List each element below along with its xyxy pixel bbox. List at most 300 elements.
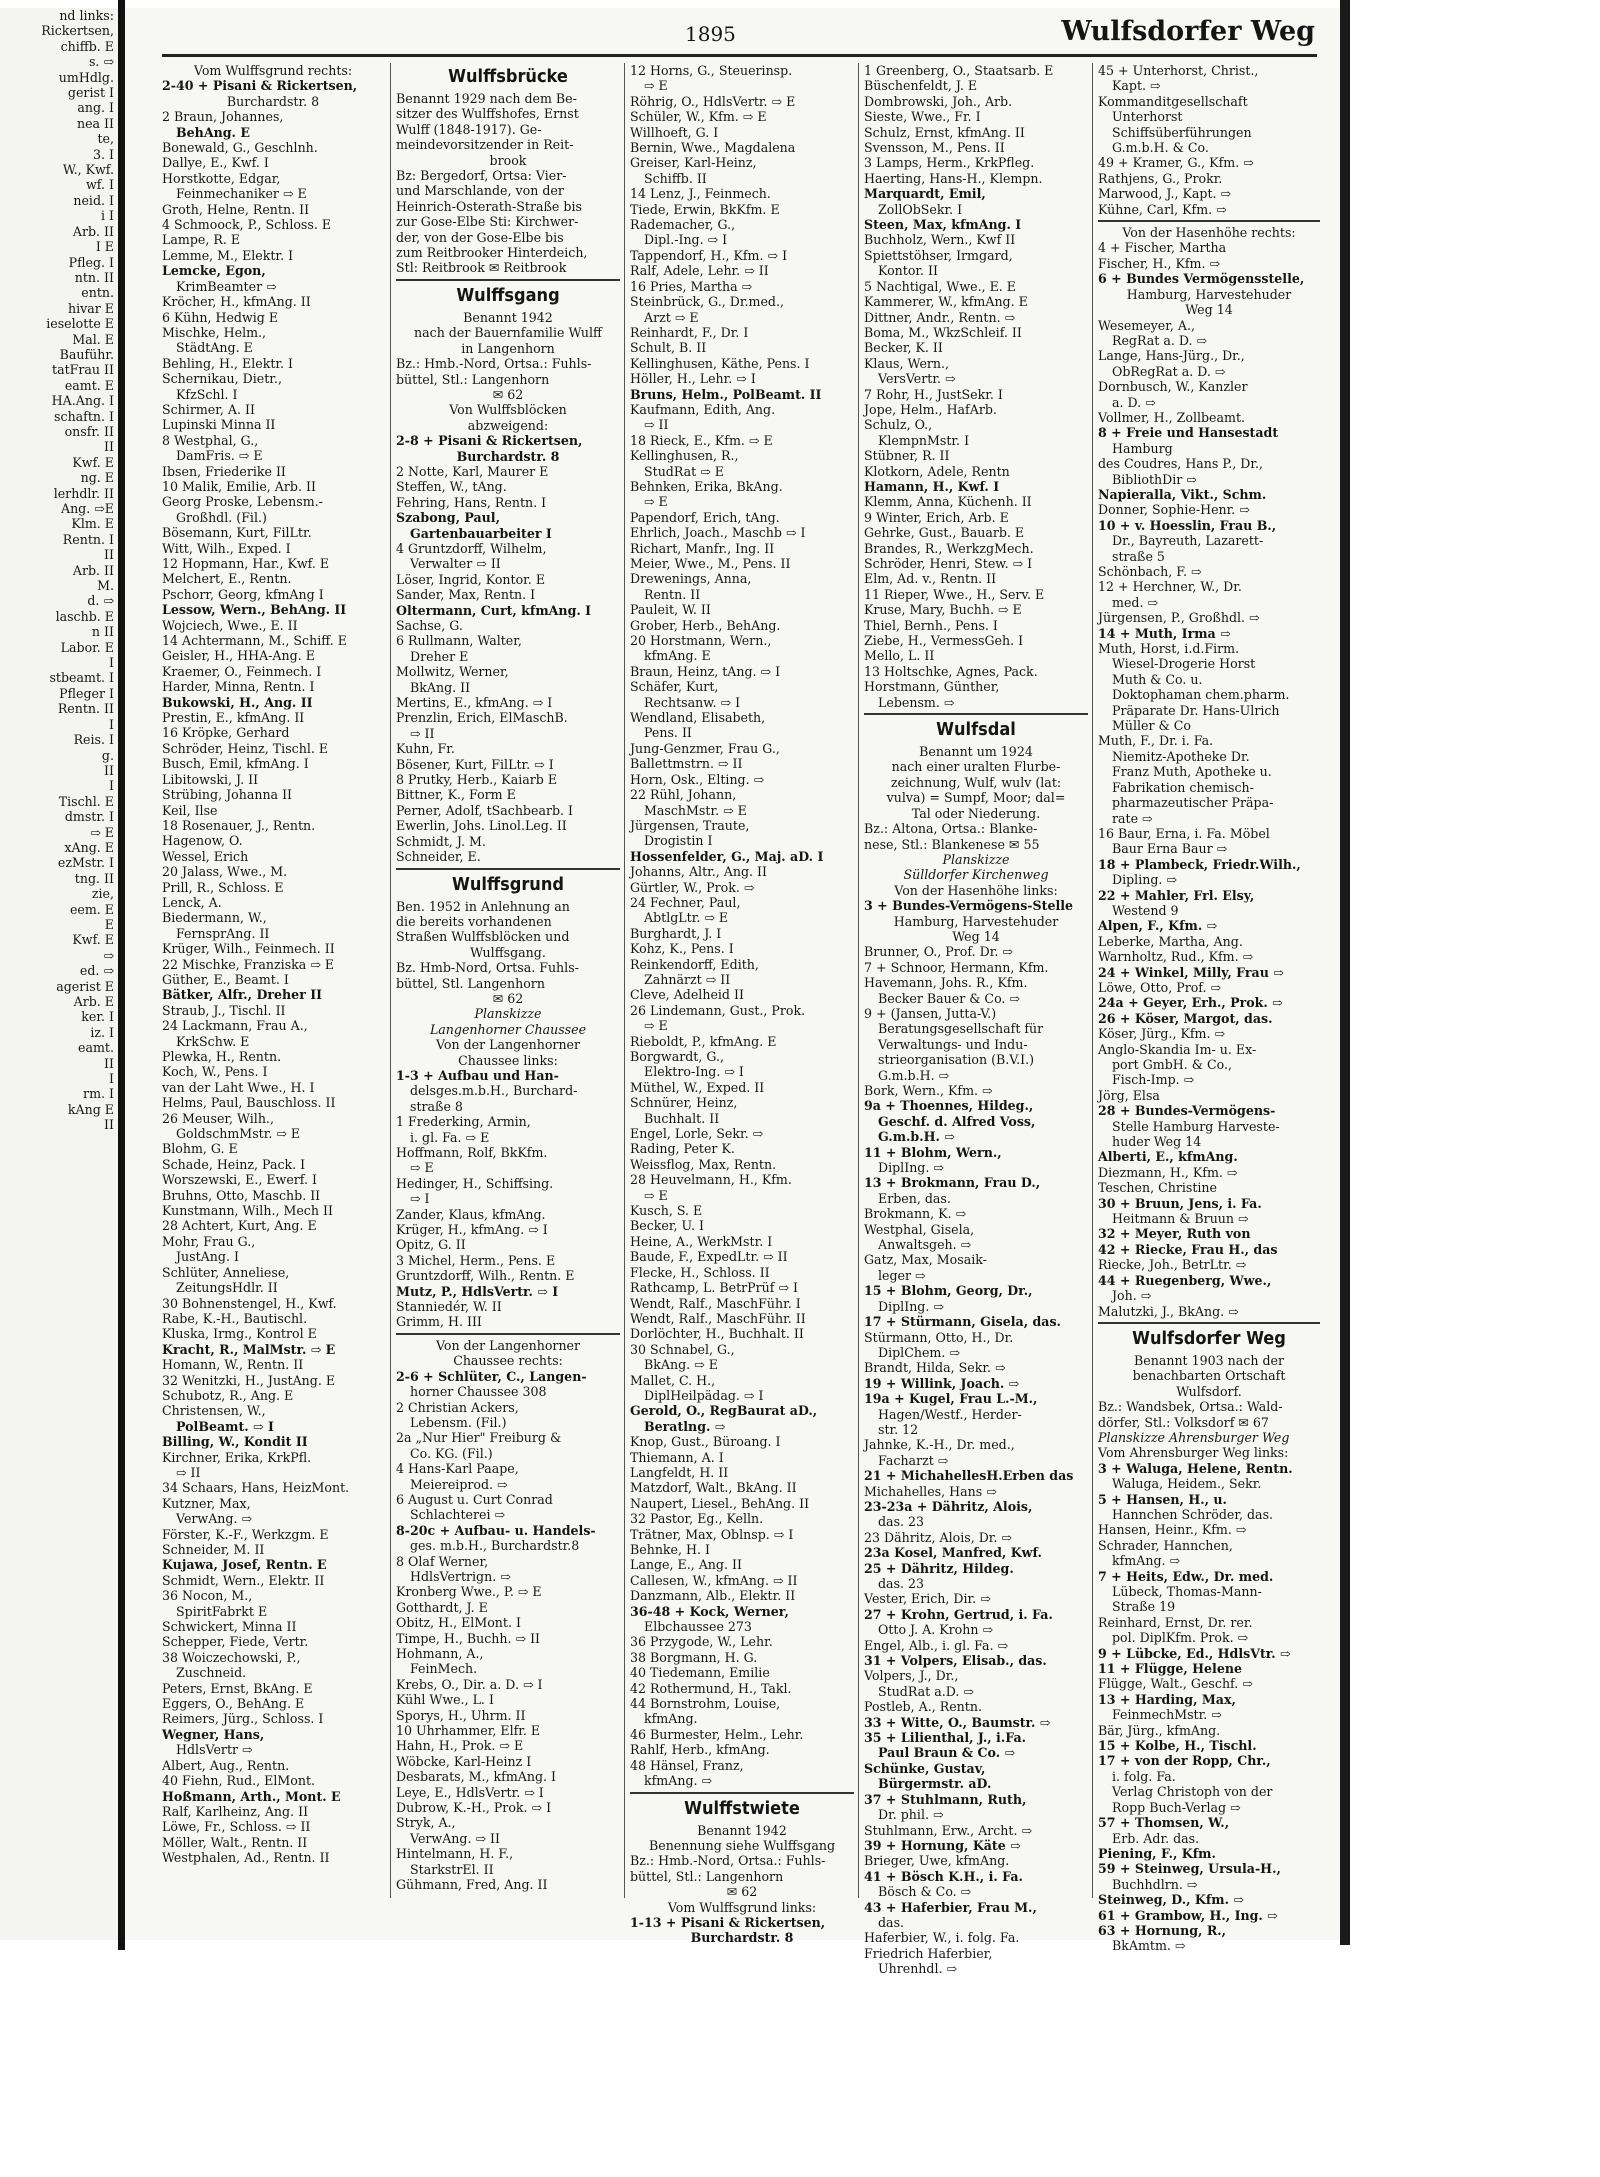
directory-entry: Burghardt, J. I xyxy=(630,925,722,941)
directory-entry: Napieralla, Vikt., Schm. xyxy=(1098,486,1267,502)
directory-entry: 7 + Schnoor, Hermann, Kfm. xyxy=(864,959,1049,975)
directory-entry: Hedinger, H., Schiffsing. xyxy=(396,1175,554,1191)
directory-entry: straße 8 xyxy=(410,1098,463,1114)
section-divider xyxy=(396,279,620,281)
spine-line: neid. I xyxy=(73,192,114,208)
spine-line: Rickertsen, xyxy=(41,23,114,39)
directory-entry: ⇨ II xyxy=(644,417,669,433)
spine-line: agerist E xyxy=(56,978,114,994)
directory-entry: Verwaltungs- und Indu- xyxy=(878,1036,1028,1052)
directory-entry: Fehring, Hans, Rentn. I xyxy=(396,494,547,510)
directory-entry: Schmidt, Wern., Elektr. II xyxy=(162,1572,325,1588)
directory-entry: Straße 19 xyxy=(1112,1599,1176,1615)
directory-entry: 12 Hopmann, Har., Kwf. E xyxy=(162,556,330,571)
directory-entry: Kommanditgesellschaft xyxy=(1098,93,1248,109)
directory-entry: Hahn, H., Prok. ⇨ E xyxy=(396,1738,524,1754)
directory-entry: Sachse, G. xyxy=(396,618,463,633)
directory-entry: Sander, Max, Rentn. I xyxy=(396,587,536,603)
spine-line: nd links: xyxy=(59,8,114,23)
directory-entry: 44 Bornstrohm, Louise, xyxy=(630,1696,781,1712)
spine-line: ntn. II xyxy=(74,269,114,285)
directory-entry: 27 + Krohn, Gertrud, i. Fa. xyxy=(864,1606,1053,1622)
directory-entry: Bz: Bergedorf, Ortsa: Vier- xyxy=(396,168,567,184)
directory-entry: VerwAng. ⇨ II xyxy=(410,1830,500,1846)
directory-entry: 38 Borgmann, H. G. xyxy=(630,1649,758,1665)
directory-entry: die bereits vorhandenen xyxy=(396,913,552,929)
directory-entry: BkAng. ⇨ E xyxy=(644,1357,718,1373)
directory-entry: 2-6 + Schlüter, C., Langen- xyxy=(396,1368,587,1384)
directory-entry: Förster, K.-F., Werkzgm. E xyxy=(162,1526,329,1542)
directory-entry: HdlsVertrign. ⇨ xyxy=(410,1568,511,1584)
directory-entry: Weg 14 xyxy=(1185,302,1233,318)
directory-entry: 38 Woiczechowski, P., xyxy=(162,1649,301,1665)
directory-entry: Schubotz, R., Ang. E xyxy=(162,1387,294,1403)
directory-entry: Lupinski Minna II xyxy=(162,417,276,433)
spine-line: laschb. E xyxy=(55,608,114,624)
directory-entry: Dorlöchter, H., Buchhalt. II xyxy=(630,1326,804,1342)
directory-entry: Bz. Hmb-Nord, Ortsa. Fuhls- xyxy=(396,960,579,976)
directory-entry: Riecke, Joh., BetrLtr. ⇨ xyxy=(1098,1257,1247,1273)
directory-entry: 61 + Grambow, H., Ing. ⇨ xyxy=(1098,1907,1278,1923)
spine-line: Arb. II xyxy=(72,562,114,578)
spine-line: stbeamt. I xyxy=(49,670,114,686)
directory-entry: Kammerer, W., kfmAng. E xyxy=(864,294,1028,310)
directory-entry: Vom Wulffsgrund rechts: xyxy=(193,63,353,78)
directory-entry: Kusch, S. E xyxy=(630,1203,703,1219)
directory-entry: Mertins, E., kfmAng. ⇨ I xyxy=(396,695,553,711)
spine-line: eamt. xyxy=(78,1040,114,1056)
directory-entry: Otto J. A. Krohn ⇨ xyxy=(878,1622,993,1638)
directory-entry: KrkSchw. E xyxy=(176,1033,250,1049)
directory-entry: Groth, Helne, Rentn. II xyxy=(162,201,310,217)
directory-entry: Zuschneid. xyxy=(176,1665,247,1681)
directory-entry: RegRat a. D. ⇨ xyxy=(1112,332,1208,348)
directory-entry: ⇨ II xyxy=(176,1464,201,1480)
spine-line: II xyxy=(104,1117,114,1133)
directory-entry: Horstkotte, Edgar, xyxy=(162,170,281,186)
directory-entry: Heine, A., WerkMstr. I xyxy=(630,1233,773,1249)
directory-entry: Brandt, Hilda, Sekr. ⇨ xyxy=(864,1360,1006,1376)
directory-entry: Schwickert, Minna II xyxy=(162,1619,297,1635)
directory-entry: 7 Rohr, H., JustSekr. I xyxy=(864,386,1003,402)
directory-entry: 6 + Bundes Vermögensstelle, xyxy=(1098,271,1305,287)
directory-entry: 17 + Stürmann, Gisela, das. xyxy=(864,1314,1061,1330)
spine-line: d. ⇨ xyxy=(87,593,114,609)
directory-entry: 40 Tiedemann, Emilie xyxy=(630,1665,770,1681)
directory-entry: KlempnMstr. I xyxy=(878,432,970,448)
directory-entry: 18 Rieck, E., Kfm. ⇨ E xyxy=(630,432,773,448)
directory-entry: dörfer, Stl.: Volksdorf ✉ 67 xyxy=(1098,1414,1269,1430)
street-heading: Wulffstwiete xyxy=(684,1797,800,1819)
spine-line: Kwf. E xyxy=(72,454,114,470)
directory-entry: Braun, Heinz, tAng. ⇨ I xyxy=(630,663,781,679)
directory-entry: med. ⇨ xyxy=(1112,594,1159,610)
directory-entry: Lange, E., Ang. II xyxy=(630,1557,742,1573)
directory-column xyxy=(1098,63,1320,1954)
directory-entry: delsges.m.b.H., Burchard- xyxy=(410,1083,578,1099)
directory-entry: 20 Jalass, Wwe., M. xyxy=(162,864,288,880)
directory-entry: zur Gose-Elbe Sti: Kirchwer- xyxy=(396,214,579,230)
directory-entry: DiplChem. ⇨ xyxy=(878,1344,960,1360)
directory-entry: Wendt, Ralf., MaschFühr. I xyxy=(630,1295,801,1311)
directory-entry: Wessel, Erich xyxy=(162,848,249,864)
directory-entry: StudRat a.D. ⇨ xyxy=(878,1683,974,1699)
directory-entry: Bittner, K., Form E xyxy=(396,787,516,803)
directory-entry: Paul Braun & Co. ⇨ xyxy=(878,1745,1016,1761)
directory-entry: Krüger, H., kfmAng. ⇨ I xyxy=(396,1222,548,1238)
directory-entry: Ralf, Karlheinz, Ang. II xyxy=(162,1803,309,1819)
directory-entry: Zahnärzt ⇨ II xyxy=(644,971,731,987)
spine-line: hivar E xyxy=(68,300,114,316)
directory-entry: Klotkorn, Adele, Rentn xyxy=(864,463,1010,479)
directory-entry: Thiemann, A. I xyxy=(630,1449,724,1465)
directory-entry: Schiffsüberführungen xyxy=(1112,124,1252,140)
directory-entry: Friedrich Haferbier, xyxy=(864,1945,993,1961)
directory-entry: Chaussee links: xyxy=(458,1052,558,1068)
directory-entry: Zander, Klaus, kfmAng. xyxy=(396,1206,546,1222)
spine-line: entn. xyxy=(81,285,114,301)
directory-entry: Dr. phil. ⇨ xyxy=(878,1807,944,1823)
directory-entry: Lenck, A. xyxy=(162,894,222,910)
spine-line: II xyxy=(104,762,114,778)
directory-entry: ✉ 62 xyxy=(492,990,524,1006)
directory-entry: Burchardstr. 8 xyxy=(690,1930,794,1946)
directory-entry: Kruse, Mary, Buchh. ⇨ E xyxy=(864,602,1022,618)
spine-line: Ang. ⇨E xyxy=(60,501,114,516)
directory-entry: Möller, Walt., Rentn. II xyxy=(162,1834,308,1850)
directory-entry: Bz.: Wandsbek, Ortsa.: Wald- xyxy=(1098,1399,1283,1415)
directory-entry: 1-3 + Aufbau und Han- xyxy=(396,1067,559,1083)
column-rule xyxy=(858,63,859,1898)
directory-entry: nese, Stl.: Blankenese ✉ 55 xyxy=(864,836,1040,852)
directory-entry: 5 Nachtigal, Wwe., E. E xyxy=(864,278,1016,294)
directory-entry: Flügge, Walt., Geschf. ⇨ xyxy=(1098,1676,1253,1692)
directory-entry: Wöbcke, Karl-Heinz I xyxy=(396,1753,532,1769)
directory-entry: KfzSchl. I xyxy=(176,386,238,402)
directory-column xyxy=(864,63,1088,1977)
directory-entry: Kujawa, Josef, Rentn. E xyxy=(162,1557,327,1573)
spine-line: umHdlg. xyxy=(58,69,114,85)
directory-entry: Waluga, Heidem., Sekr. xyxy=(1112,1476,1262,1492)
directory-entry: 19 + Willink, Joach. ⇨ xyxy=(864,1375,1020,1391)
directory-entry: ZollObSekr. I xyxy=(878,201,963,217)
directory-entry: Thiel, Bernh., Pens. I xyxy=(864,617,998,633)
directory-entry: Schünke, Gustav, xyxy=(864,1760,986,1776)
directory-entry: Wulffsgang. xyxy=(470,944,546,960)
directory-entry: 28 Achtert, Kurt, Ang. E xyxy=(162,1218,317,1234)
directory-entry: Engel, Alb., i. gl. Fa. ⇨ xyxy=(864,1637,1009,1653)
directory-entry: kfmAng. ⇨ xyxy=(644,1773,713,1789)
directory-entry: Worszewski, E., Ewerf. I xyxy=(162,1172,317,1188)
directory-entry: ⇨ II xyxy=(410,725,435,741)
directory-entry: Kellinghusen, R., xyxy=(630,448,739,464)
directory-entry: ⇨ E xyxy=(644,78,668,94)
directory-entry: Lemme, M., Elektr. I xyxy=(162,247,294,263)
spine-line: M. xyxy=(97,578,114,594)
directory-entry: straße 5 xyxy=(1112,548,1165,564)
directory-entry: 15 + Kolbe, H., Tischl. xyxy=(1098,1738,1257,1754)
directory-entry: Benannt 1942 xyxy=(463,309,553,325)
directory-entry: Löwe, Fr., Schloss. ⇨ II xyxy=(162,1819,311,1835)
directory-entry: kfmAng. xyxy=(644,1711,698,1727)
directory-entry: nach einer uralten Flurbe- xyxy=(891,759,1061,775)
street-heading: Wulfsdorfer Weg xyxy=(1132,1327,1286,1349)
directory-entry: Prenzlin, Erich, ElMaschB. xyxy=(396,710,568,726)
column-rule xyxy=(1092,63,1093,1898)
directory-entry: Haerting, Hans-H., Klempn. xyxy=(864,170,1043,186)
directory-entry: 13 + Harding, Max, xyxy=(1098,1691,1236,1707)
directory-entry: Gerold, O., RegBaurat aD., xyxy=(630,1403,818,1419)
directory-entry: Strübing, Johanna II xyxy=(162,787,293,803)
directory-page xyxy=(125,8,1340,1977)
directory-entry: Büschenfeldt, J. E xyxy=(864,78,978,94)
directory-entry: Kontor. II xyxy=(878,263,938,279)
directory-entry: 32 + Meyer, Ruth von xyxy=(1098,1226,1251,1242)
directory-entry: Hoffmann, Rolf, BkKfm. xyxy=(396,1145,548,1160)
directory-entry: Vom Ahrensburger Weg links: xyxy=(1098,1445,1289,1461)
directory-entry: 10 Malik, Emilie, Arb. II xyxy=(162,478,316,494)
directory-entry: 23-23a + Dähritz, Alois, xyxy=(864,1498,1033,1514)
directory-entry: in Langenhorn xyxy=(461,340,555,356)
directory-entry: Krebs, O., Dir. a. D. ⇨ I xyxy=(396,1676,543,1692)
directory-entry: Präparate Dr. Hans-Ulrich xyxy=(1112,702,1280,718)
spine-line: ezMstr. I xyxy=(57,855,114,871)
directory-entry: Oltermann, Curt, kfmAng. I xyxy=(396,602,592,618)
directory-entry: Bär, Jürg., kfmAng. xyxy=(1098,1722,1221,1738)
directory-entry: Dipling. ⇨ xyxy=(1112,872,1177,888)
directory-entry: Libitowski, J. II xyxy=(162,771,259,787)
directory-entry: Bork, Wern., Kfm. ⇨ xyxy=(864,1083,993,1098)
directory-entry: Teschen, Christine xyxy=(1098,1180,1217,1196)
directory-entry: Rentn. II xyxy=(644,586,701,602)
directory-entry: Heitmann & Bruun ⇨ xyxy=(1112,1211,1249,1227)
spine-line: zie, xyxy=(91,886,114,902)
spine-line: ⇨ xyxy=(103,947,114,963)
spine-line: ⇨ E xyxy=(90,824,114,840)
directory-entry: 18 Rosenauer, J., Rentn. xyxy=(162,817,316,833)
directory-entry: des Coudres, Hans P., Dr., xyxy=(1098,456,1264,472)
directory-entry: Bösener, Kurt, FilLtr. ⇨ I xyxy=(396,756,554,772)
directory-entry: Georg Proske, Lebensm.- xyxy=(162,494,323,510)
directory-entry: Lemcke, Egon, xyxy=(162,263,266,279)
directory-entry: Horn, Osk., Elting. ⇨ xyxy=(630,771,765,787)
directory-entry: 63 + Hornung, R., xyxy=(1098,1922,1227,1938)
spine-line: Arb. II xyxy=(72,223,114,239)
directory-entry: Piening, F., Kfm. xyxy=(1098,1845,1216,1861)
directory-entry: Hamburg, Harvestehuder xyxy=(893,913,1059,929)
directory-entry: FernsprAng. II xyxy=(176,925,270,941)
directory-entry: Becker, K. II xyxy=(864,340,943,356)
spine-line: Kwf. E xyxy=(72,932,114,948)
directory-entry: GoldschmMstr. ⇨ E xyxy=(176,1126,301,1142)
directory-entry: Hagenow, O. xyxy=(162,833,243,849)
directory-entry: Dreher E xyxy=(410,648,469,664)
directory-entry: FeinMech. xyxy=(410,1661,478,1677)
directory-entry: Kaufmann, Edith, Ang. xyxy=(630,401,776,417)
directory-entry: Bonewald, G., Geschlnh. xyxy=(162,140,318,156)
directory-entry: 32 Pastor, Eg., Kelln. xyxy=(630,1511,764,1527)
directory-entry: Schüler, W., Kfm. ⇨ E xyxy=(630,109,767,125)
directory-entry: Mohr, Frau G., xyxy=(162,1233,256,1249)
directory-entry: Baude, F., ExpedLtr. ⇨ II xyxy=(630,1249,788,1265)
directory-entry: DamFris. ⇨ E xyxy=(176,448,263,464)
directory-entry: Westphalen, Ad., Rentn. II xyxy=(162,1850,330,1866)
directory-entry: SpiritFabrkt E xyxy=(176,1603,268,1619)
directory-entry: 46 Burmester, Helm., Lehr. xyxy=(630,1726,804,1742)
directory-entry: 39 + Hornung, Käte ⇨ xyxy=(864,1837,1021,1853)
directory-entry: Hossenfelder, G., Maj. aD. I xyxy=(630,848,824,864)
directory-entry: 20 Horstmann, Wern., xyxy=(630,633,772,649)
section-divider xyxy=(396,1333,620,1335)
facing-page-fragment xyxy=(0,8,118,1940)
directory-entry: Vester, Erich, Dir. ⇨ xyxy=(864,1591,991,1607)
directory-entry: Facharzt ⇨ xyxy=(878,1452,949,1468)
directory-entry: Kröcher, H., kfmAng. II xyxy=(162,294,311,310)
directory-entry: brook xyxy=(489,152,527,168)
directory-entry: Schröder, Henri, Stew. ⇨ I xyxy=(864,556,1033,571)
directory-entry: 5 + Hansen, H., u. xyxy=(1098,1491,1227,1507)
directory-entry: Marwood, J., Kapt. ⇨ xyxy=(1098,186,1232,202)
directory-entry: 9 + (Jansen, Jutta-V.) xyxy=(864,1005,997,1021)
directory-entry: 24a + Geyer, Erh., Prok. ⇨ xyxy=(1098,995,1283,1011)
column-rule xyxy=(624,63,625,1898)
spine-line: i I xyxy=(100,208,114,224)
directory-entry: kfmAng. ⇨ xyxy=(1112,1553,1181,1569)
directory-entry: 4 Hans-Karl Paape, xyxy=(396,1461,519,1477)
directory-entry: Verwalter ⇨ II xyxy=(410,556,501,572)
spine-line: E xyxy=(104,916,114,932)
directory-entry: Planskizze Ahrensburger Weg xyxy=(1098,1429,1290,1445)
directory-entry: Planskizze xyxy=(474,1006,542,1022)
directory-entry: Dittner, Andr., Rentn. ⇨ xyxy=(864,309,1016,325)
directory-entry: Brieger, Uwe, kfmAng. xyxy=(864,1853,1010,1869)
spine-line: II xyxy=(104,1055,114,1071)
directory-entry: Gotthardt, J. E xyxy=(396,1599,488,1615)
directory-entry: Burchardstr. 8 xyxy=(226,93,320,109)
directory-entry: Langfeldt, H. II xyxy=(630,1464,729,1480)
directory-entry: Lebensm. (Fil.) xyxy=(410,1414,507,1430)
directory-entry: Havemann, Johs. R., Kfm. xyxy=(864,975,1028,991)
directory-entry: Reinkendorff, Edith, xyxy=(630,956,759,972)
directory-entry: 3 Lamps, Herm., KrkPfleg. xyxy=(864,155,1035,171)
directory-entry: 16 Kröpke, Gerhard xyxy=(162,725,290,741)
directory-entry: 2-8 + Pisani & Rickertsen, xyxy=(396,433,583,449)
directory-entry: 37 + Stuhlmann, Ruth, xyxy=(864,1791,1027,1807)
directory-entry: StädtAng. E xyxy=(176,340,253,356)
directory-entry: Schulz, O., xyxy=(864,417,933,433)
directory-entry: der, von der Gose-Elbe bis xyxy=(396,229,564,245)
directory-entry: 15 + Blohm, Georg, Dr., xyxy=(864,1283,1033,1299)
spine-line: W., Kwf. xyxy=(62,162,114,178)
spine-line: Arb. E xyxy=(73,994,114,1009)
directory-entry: Billing, W., Kondit II xyxy=(162,1434,308,1450)
directory-entry: 30 Bohnenstengel, H., Kwf. xyxy=(162,1295,337,1311)
spine-line: tatFrau II xyxy=(52,362,114,378)
book-gutter xyxy=(118,0,125,1950)
directory-entry: 32 Wenitzki, H., JustAng. E xyxy=(162,1372,336,1388)
directory-entry: Johanns, Altr., Ang. II xyxy=(630,864,767,880)
directory-entry: Mollwitz, Werner, xyxy=(396,664,509,680)
directory-entry: Haferbier, W., i. folg. Fa. xyxy=(864,1930,1020,1946)
directory-entry: Reimers, Jürg., Schloss. I xyxy=(162,1711,324,1727)
spine-line: 3. I xyxy=(93,146,114,162)
directory-entry: zeichnung, Wulf, wulv (lat: xyxy=(890,774,1062,790)
directory-entry: 25 + Dähritz, Hildeg. xyxy=(864,1560,1014,1576)
directory-entry: Krüger, Wilh., Feinmech. II xyxy=(162,941,335,957)
directory-entry: 22 Rühl, Johann, xyxy=(630,787,737,803)
directory-entry: das. 23 xyxy=(878,1514,925,1530)
directory-entry: Borgwardt, G., xyxy=(630,1049,724,1064)
directory-entry: PolBeamt. ⇨ I xyxy=(176,1418,274,1434)
directory-entry: 8 + Freie und Hansestadt xyxy=(1098,425,1279,441)
directory-entry: strieorganisation (B.V.I.) xyxy=(878,1052,1035,1068)
directory-entry: a. D. ⇨ xyxy=(1112,394,1156,410)
directory-entry: Erben, das. xyxy=(878,1190,951,1206)
directory-entry: 6 August u. Curt Conrad xyxy=(396,1491,553,1507)
directory-entry: Dr., Bayreuth, Lazarett- xyxy=(1112,533,1264,549)
directory-entry: FeinmechMstr. ⇨ xyxy=(1112,1707,1222,1723)
directory-entry: pharmazeutischer Präpa- xyxy=(1112,795,1274,811)
directory-entry: 2a „Nur Hier" Freiburg & xyxy=(396,1430,562,1446)
directory-entry: Schulz, Ernst, kfmAng. II xyxy=(864,124,1025,140)
directory-entry: Behling, H., Elektr. I xyxy=(162,355,294,371)
directory-entry: Von Wulffsblöcken xyxy=(449,402,567,418)
directory-entry: Kronberg Wwe., P. ⇨ E xyxy=(396,1584,542,1600)
directory-entry: ZeitungsHdlr. II xyxy=(176,1280,278,1296)
directory-entry: Rading, Peter K. xyxy=(630,1141,735,1157)
spine-line: xAng. E xyxy=(64,839,114,855)
directory-entry: Benannt 1942 xyxy=(697,1822,787,1838)
directory-entry: Volpers, J., Dr., xyxy=(864,1668,959,1684)
directory-entry: 14 + Muth, Irma ⇨ xyxy=(1098,625,1231,641)
directory-entry: 9a + Thoennes, Hildeg., xyxy=(864,1098,1034,1114)
directory-entry: ✉ 62 xyxy=(726,1884,758,1900)
directory-entry: 12 Horns, G., Steuerinsp. xyxy=(630,63,793,78)
directory-entry: Gruntzdorff, Wilh., Rentn. E xyxy=(396,1268,575,1284)
directory-entry: Geschf. d. Alfred Voss, xyxy=(878,1113,1036,1129)
directory-entry: Keil, Ilse xyxy=(162,802,218,818)
directory-entry: Benannt 1903 nach der xyxy=(1134,1352,1284,1368)
directory-entry: Unterhorst xyxy=(1112,109,1183,125)
directory-entry: 9 Winter, Erich, Arb. E xyxy=(864,509,1009,525)
directory-entry: Tappendorf, H., Kfm. ⇨ I xyxy=(630,247,788,263)
directory-entry: Alpen, F., Kfm. ⇨ xyxy=(1098,918,1218,934)
directory-entry: Schepper, Fiede, Vertr. xyxy=(162,1634,309,1650)
directory-entry: Grober, Herb., BehAng. xyxy=(630,617,781,633)
directory-entry: ⇨ E xyxy=(644,1018,668,1034)
directory-entry: Baur Erna Baur ⇨ xyxy=(1112,841,1228,857)
directory-entry: port GmbH. & Co., xyxy=(1112,1057,1232,1072)
directory-entry: Hamburg xyxy=(1112,440,1173,456)
spine-line: g. xyxy=(101,747,114,763)
page-number: 1895 xyxy=(685,22,736,46)
directory-entry: Richart, Manfr., Ing. II xyxy=(630,540,775,556)
directory-entry: StarkstrEl. II xyxy=(410,1861,494,1877)
spine-line: te, xyxy=(97,131,114,147)
directory-entry: büttel, Stl.: Langenhorn xyxy=(396,371,550,387)
directory-entry: 35 + Lilienthal, J., i.Fa. xyxy=(864,1730,1027,1746)
spine-line: s. ⇨ xyxy=(88,54,114,70)
directory-entry: 2 Notte, Karl, Maurer E xyxy=(396,463,549,479)
directory-entry: Von der Langenhorner xyxy=(435,1337,581,1353)
directory-entry: benachbarten Ortschaft xyxy=(1132,1368,1286,1384)
directory-entry: Kirchner, Erika, KrkPfl. xyxy=(162,1449,312,1465)
directory-entry: Grimm, H. III xyxy=(396,1314,482,1330)
directory-entry: Schade, Heinz, Pack. I xyxy=(162,1156,306,1172)
directory-entry: Gehrke, Gust., Bauarb. E xyxy=(864,525,1025,541)
directory-entry: Pauleit, W. II xyxy=(630,602,711,618)
directory-entry: Ralf, Adele, Lehr. ⇨ II xyxy=(630,263,769,279)
